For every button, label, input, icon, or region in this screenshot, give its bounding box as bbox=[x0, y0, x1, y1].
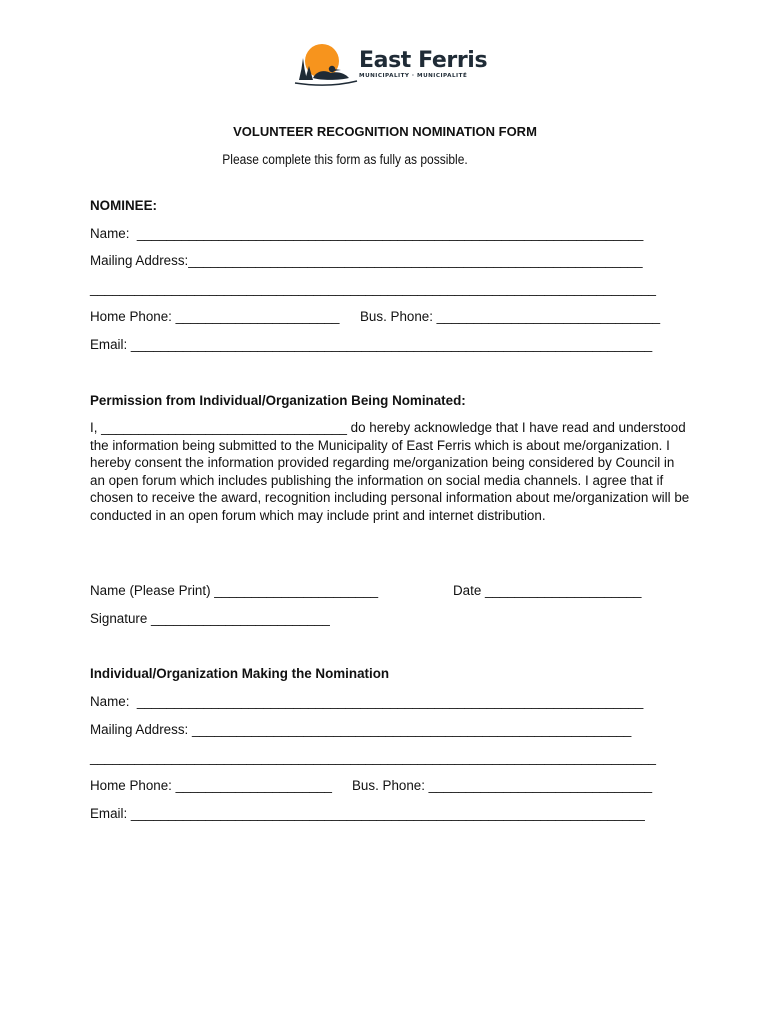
nominator-address-field[interactable]: Mailing Address: ___________________________________________________________ bbox=[90, 722, 632, 737]
nominee-bus-phone-field[interactable]: Bus. Phone: ______________________________ bbox=[360, 309, 661, 324]
signature-field[interactable]: Signature ________________________ bbox=[90, 611, 330, 626]
nominee-address-field-2[interactable]: ____________________________________________________________________________ bbox=[90, 281, 656, 296]
nominee-heading: NOMINEE: bbox=[90, 198, 157, 213]
nominator-home-phone-field[interactable]: Home Phone: _____________________ bbox=[90, 778, 332, 793]
nominator-address-field-2[interactable]: ____________________________________________________________________________ bbox=[90, 750, 656, 765]
nominator-heading: Individual/Organization Making the Nomination bbox=[90, 666, 390, 681]
nominator-name-field[interactable]: Name: ____________________________________________________________________ bbox=[90, 694, 644, 709]
logo-name: East Ferris bbox=[359, 48, 488, 73]
print-name-field[interactable]: Name (Please Print) ______________________ bbox=[90, 583, 379, 598]
permission-paragraph: I, _________________________________ do hereby acknowledge that I have read and understood the information being submitted to the Municipality of East Ferris which is about me/organization. I hereby consent the information provided regarding me/organization being considered by Council in an open forum which includes publishing the information on social media channels. I agree that if chosen to receive the award, recognition including personal information about me/organization will be conducted in an open forum which may include print and internet distribution. bbox=[90, 420, 690, 523]
form-subtitle: Please complete this form as fully as possible. bbox=[222, 152, 468, 167]
nominee-address-field[interactable]: Mailing Address:_____________________________________________________________ bbox=[90, 253, 643, 268]
nominator-bus-phone-field[interactable]: Bus. Phone: ______________________________ bbox=[352, 778, 653, 793]
nominee-name-field[interactable]: Name: ____________________________________________________________________ bbox=[90, 226, 644, 241]
permission-heading: Permission from Individual/Organization Being Nominated: bbox=[90, 393, 466, 408]
form-title: VOLUNTEER RECOGNITION NOMINATION FORM bbox=[233, 124, 537, 139]
nominator-email-field[interactable]: Email: _____________________________________________________________________ bbox=[90, 806, 645, 821]
nominee-home-phone-field[interactable]: Home Phone: ______________________ bbox=[90, 309, 340, 324]
logo-tagline: MUNICIPALITY · MUNICIPALITÉ bbox=[359, 73, 468, 79]
nominee-email-field[interactable]: Email: ______________________________________________________________________ bbox=[90, 337, 653, 352]
date-field[interactable]: Date _____________________ bbox=[453, 583, 642, 598]
